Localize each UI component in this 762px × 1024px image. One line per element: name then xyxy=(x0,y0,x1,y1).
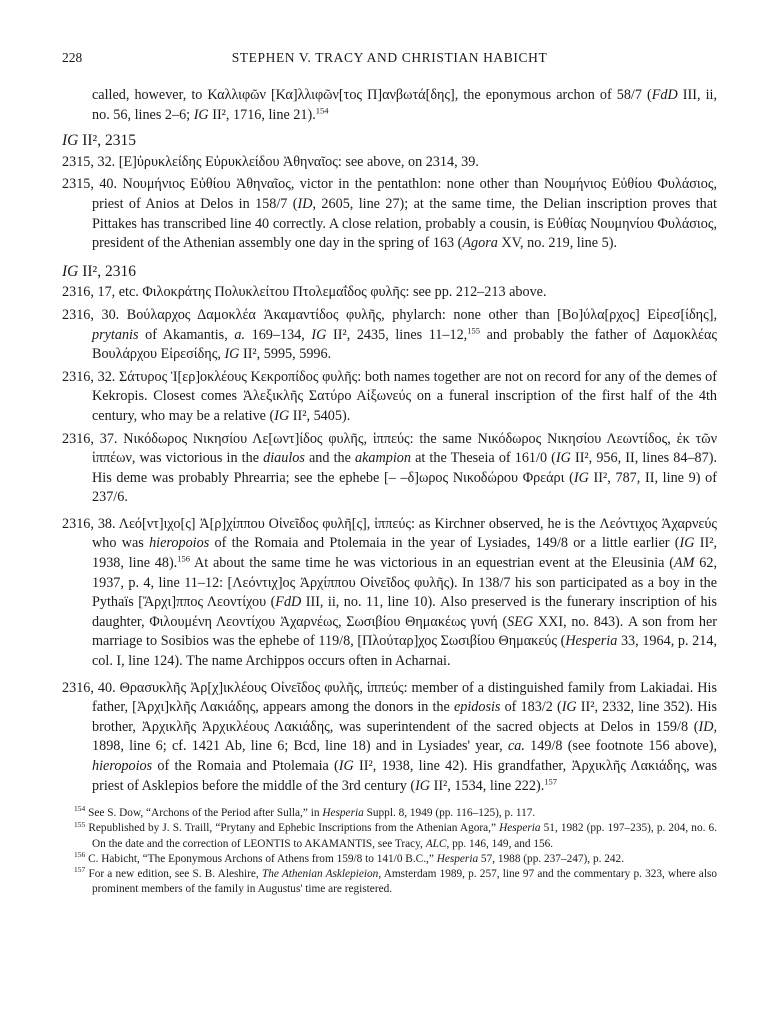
footnote-157: $^{157}$ For a new edition, see S. B. Aleshire, The Athenian Asklepieion, Amsterdam 1989, p. 257, line 97 and the commentary p. 323, where also prominent members of the family in Augustus' time are registered. xyxy=(74,865,718,896)
footnote-ref[interactable]: 156 xyxy=(177,553,190,564)
entry-2316-32: 2316, 32. Σάτυρος Ἱ[ερ]οκλέους Κεκροπίδος φυλῆς: both names together are not on record for any of the demes of Kekropis. Closest comes Ἀλεξικλῆς Σατύρο Αἰξωνεύς on a funeral inscription of the first half of the 4th century, who may be a relative (IG II², 5405). xyxy=(62,368,717,424)
footnote-154: $^{154}$ See S. Dow, “Archons of the Period after Sulla,” in Hesperia Suppl. 8, 1949 (pp. 116–125), p. 117. xyxy=(74,804,536,820)
entry-2316-30: 2316, 30. Βούλαρχος Δαμοκλέα Ἀκαμαντίδος φυλῆς, phylarch: none other than [Βο]ύλα[ρχος] Εἰρεσ[ίδης], prytanis of Akamantis, a. 169–134, IG II², 2435, lines 11–12,$^{155}$ and probably the father of Δαμοκλέας Βουλάρχου Εἰρεσίδης, IG II², 5995, 5996. xyxy=(62,306,717,363)
footnotes xyxy=(62,806,717,897)
footnote-ref[interactable]: 155 xyxy=(467,324,480,335)
footnote-number: 155 xyxy=(74,819,86,829)
entry-2315-40: 2315, 40. Νουμήνιος Εὐθίου Ἀθηναῖος, victor in the pentathlon: none other than Νουμήνιος Εὐθίου Φυλάσιος, priest of Anios at Delos in 158/7 (ID, 2605, line 27); at the same time, the Delian inscription proves that Pittakes has transcribed line 40 correctly. A close relation, probably a cousin, is Εὐθίας Νουμηνίου Φυλάσιος, president of the Athenian assembly one day in the spring of 163 (Agora XV, no. 219, line 5). xyxy=(62,176,717,252)
footnote-number: 156 xyxy=(74,850,86,860)
footnote-number: 154 xyxy=(74,804,86,814)
running-head xyxy=(62,50,717,72)
entry-2316-37: 2316, 37. Νικόδωρος Νικησίου Λε[ωντ]ίδος φυλῆς, ἱππεύς: the same Νικόδωρος Νικησίου Λεωντίδος, ἐκ τῶν ἱππέων, was victorious in the diaulos and the akampion at the Theseia of 161/0 (IG II², 956, II, lines 84–87). His deme was probably Phrearria; see the ephebe [– –δ]ωρος Νικοδώρου Φρεάρι (IG II², 787, II, line 9) of 237/6. xyxy=(62,430,717,506)
page-number: 228 xyxy=(62,50,83,65)
footnote-number: 157 xyxy=(74,865,86,875)
entry-2316-40: 2316, 40. Θρασυκλῆς Ἀρ[χ]ικλέους Οἰνεῖδος φυλῆς, ἱππεύς: member of a distinguished family from Lakiadai. His father, [Ἀρχι]κλῆς Λακιάδης, appears among the donors in the epidosis of 183/2 (IG II², 2332, line 352). His brother, Ἀρχικλῆς Ἀρχικλέους Λακιάδης, was superintendent of the sacred objects at Delos in 159/8 (ID, 1898, line 6; cf. 1421 Ab, line 6; Bcd, line 18) and in Lysiades' year, ca. 149/8 (see footnote 156 above), hieropoios of the Romaia and Ptolemaia (IG II², 1938, line 42). His grandfather, Ἀρχικλῆς Λακιάδης, was priest of Asklepios before the middle of the 3rd century (IG II², 1534, line 222).$^{157}$ xyxy=(62,679,717,794)
footnote-155: $^{155}$ Republished by J. S. Traill, “Prytany and Ephebic Inscriptions from the Athenian Agora,” Hesperia 51, 1982 (pp. 197–235), p. 204, no. 6. On the date and the correction of LEONTIS to AKAMANTIS, see Tracy, ALC, pp. 146, 149, and 156. xyxy=(74,819,718,850)
section-heading-2316: IG II², 2316 xyxy=(62,262,136,280)
page xyxy=(62,50,717,897)
body-text xyxy=(62,86,717,796)
entry-2315-32: 2315, 32. [Ε]ὐρυκλείδης Εὐρυκλείδου Ἀθηναῖος: see above, on 2314, 39. xyxy=(62,153,479,170)
footnote-156: $^{156}$ C. Habicht, “The Eponymous Archons of Athens from 159/8 to 141/0 B.C.,” Hesperia 57, 1988 (pp. 237–247), p. 242. xyxy=(74,850,625,865)
running-head-title: STEPHEN V. TRACY AND CHRISTIAN HABICHT xyxy=(231,50,548,65)
continuation-paragraph: called, however, to Καλλιφῶν [Κα]λλιφῶν[τος Π]ανβωτά[δης], the eponymous archon of 58/7 (FdD III, ii, no. 56, lines 2–6; IG II², 1716, line 21).$^{154}$ xyxy=(92,87,717,123)
footnote-ref[interactable]: 154 xyxy=(315,104,329,115)
section-heading-2315: IG II², 2315 xyxy=(62,132,136,150)
entry-2316-38: 2316, 38. Λεό[ντ]ιχο[ς] Ἀ[ρ]χίππου Οἰνεῖδος φυλῆ[ς], ἱππεύς: as Kirchner observed, he is the Λεόντιχος Ἀχαρνεύς who was hieropoios of the Romaia and Ptolemaia in the year of Lysiades, 149/8 or a little earlier (IG II², 1938, line 48).$^{156}$ At about the same time he was victorious in an equestrian event at the Eleusinia (AM 62, 1937, p. 4, line 11–12: [Λεόντιχ]ος Ἀρχίππου Οἰνεῖδος φυλῆς). In 138/7 his son participated as a boy in the Pythaïs [Ἄρχι]ππος Λεοντίχου (FdD III, ii, no. 11, line 10). Also preserved is the funerary inscription of his daughter, Φιλουμένη Λεοντίχου Ἀχαρνέως, Σωσιβίου Θημακέως γυνή (SEG XXI, no. 843). A son from her marriage to Sosibios was the ephebe of 119/8, [Πλούταρ]χος Σωσιβίου Θημακεύς (Hesperia 33, 1964, p. 214, col. I, line 124). The name Archippos occurs often in Acharnai. xyxy=(62,515,718,670)
entry-2316-17: 2316, 17, etc. Φιλοκράτης Πολυκλείτου Πτολεμαΐδος φυλῆς: see pp. 212–213 above. xyxy=(62,284,547,301)
footnote-ref[interactable]: 157 xyxy=(544,775,557,786)
